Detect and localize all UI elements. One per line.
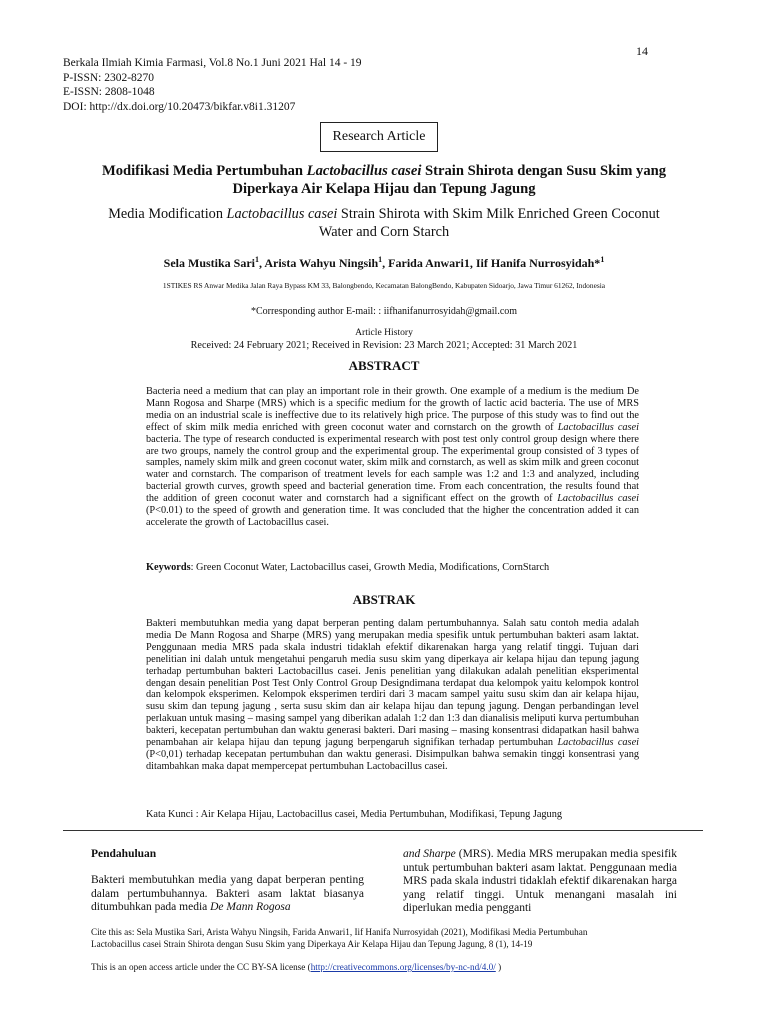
author-1: Sela Mustika Sari — [163, 256, 256, 270]
title-en-part2: Strain Shirota with Skim Milk Enriched Green Coconut Water and Corn Starch — [318, 206, 660, 240]
intro-left-text — [91, 874, 364, 915]
abstract-p1: Bacteria need a medium that can play an important role in their growth. One example of a medium is the medium De Mann Rogosa and Sharpe (MRS) which is a specific medium for the growth of lactic acid bacteria. The use of MRS media on an industrial scale is ineffective due to its relatively high price. The purpose of this study was to find out the effect of skim milk media enriched with green coconut water and cornstarch on the growth of — [146, 386, 639, 433]
intro-right-italic: and Sharpe — [403, 848, 456, 860]
intro-left-body: Bakteri membutuhkan media yang dapat berperan penting dalam pertumbuhannya. Bakteri asam laktat biasanya ditumbuhkan pada media — [91, 874, 364, 913]
license-suffix: ) — [495, 962, 502, 972]
right-column — [403, 848, 677, 916]
title-id-part1: Modifikasi Media Pertumbuhan — [101, 163, 307, 179]
e-issn: E-ISSN: 2808-1048 — [63, 86, 155, 99]
author-list — [80, 255, 688, 271]
doi: DOI: http://dx.doi.org/10.20473/bikfar.v8i1.31207 — [63, 100, 296, 113]
abstrak-heading: ABSTRAK — [352, 592, 416, 607]
citation-line-2: Lactobacillus casei Strain Shirota dengan Susu Skim yang Diperkaya Air Kelapa Hijau dan Tepung Jagung, 8 (1), 14-19 — [91, 938, 533, 949]
abstrak-p2: (P<0,01) terhadap kecepatan pertumbuhan dan waktu generasi. Disimpulkan bahwa semakin tinggi konsentrasi yang ditambahkan maka dapat mempercepat pertumbuhan Lactobacillus casei. — [146, 748, 639, 772]
section-divider — [63, 830, 703, 831]
title-id-species: Lactobacillus casei — [306, 163, 422, 179]
article-history-label: Article History — [355, 327, 413, 338]
corresponding-author: *Corresponding author E-mail: : iifhanifanurrosyidah@gmail.com — [250, 306, 518, 317]
license-prefix: This is an open access article under the CC BY-SA license ( — [91, 962, 311, 972]
intro-left-italic: De Mann Rogosa — [210, 901, 291, 913]
abstrak-text — [146, 618, 639, 773]
left-column — [91, 848, 364, 915]
license-notice — [91, 962, 501, 972]
page-number: 14 — [636, 44, 648, 58]
title-indonesian — [100, 162, 668, 198]
abstrak-species: Lactobacillus casei — [557, 737, 639, 749]
abstract-heading: ABSTRACT — [348, 358, 420, 373]
title-en-part1: Media Modification — [108, 206, 227, 222]
affiliation: 1STIKES RS Anwar Medika Jalan Raya Bypass KM 33, Balongbendo, Kecamatan BalongBendo, Kabupaten Sidoarjo, Jawa Timur 61262, Indonesia — [162, 281, 606, 290]
keywords-label: Keywords — [146, 562, 191, 573]
journal-info — [63, 56, 362, 114]
p-issn: P-ISSN: 2302-8270 — [63, 71, 155, 84]
intro-heading: Pendahuluan — [91, 848, 157, 860]
keywords — [146, 562, 639, 573]
intro-right-body: (MRS). Media MRS merupakan media spesifik untuk pertumbuhan bakteri asam laktat. Penggunaan media MRS pada skala industri tidaklah efektif dikarenakan harga yang relatif tinggi. Untuk menangani masalah ini diperlukan media pengganti — [403, 848, 677, 914]
title-id-part2: Strain Shirota dengan Susu Skim yang Diperkaya Air Kelapa Hijau dan Tepung Jagung — [232, 163, 667, 197]
author-3-4: , Farida Anwari1, Iif Hanifa Nurrosyidah* — [382, 256, 601, 270]
journal-citation-line: Berkala Ilmiah Kimia Farmasi, Vol.8 No.1 Juni 2021 Hal 14 - 19 — [63, 57, 362, 69]
citation-line-1: Cite this as: Sela Mustika Sari, Arista Wahyu Ningsih, Farida Anwari1, Iif Hanifa Nurrosyidah (2021), Modifikasi Media Pertumbuhan — [91, 927, 588, 937]
author-2: , Arista Wahyu Ningsih — [259, 256, 379, 270]
title-en-species: Lactobacillus casei — [226, 206, 338, 222]
article-history-dates: Received: 24 February 2021; Received in Revision: 23 March 2021; Accepted: 31 March 2021 — [190, 340, 578, 351]
abstract-p2: bacteria. The type of research conducted is experimental research with post test only control group design where there are two groups, namely the control group and the experimental group. The experimental group consisted of 3 types of samples, namely skim milk and green coconut water, skim milk and cornstarch, as well as skim milk and green coconut water and cornstarch. The comparison of treatment levels for each sample was 1:2 and 1:3 and analyzed, including bacterial growth curves, growth speed and bacterial generation time. From each concentration, the results found that the addition of green coconut water and cornstarch had a significant effect on the growth of — [146, 433, 639, 505]
abstract-species-2: Lactobacillus casei — [557, 493, 639, 505]
abstrak-p1: Bakteri membutuhkan media yang dapat berperan penting dalam pertumbuhannya. Salah satu contoh media adalah media De Mann Rogosa and Sharpe (MRS) yang merupakan media spesifik untuk pertumbuhan bakteri asam laktat. Penggunaan media MRS pada skala industri tidaklah efektif dikarenakan harga yang relatif tinggi. Tujuan dari penelitian ini dalah untuk mengetahui pengaruh media susu skim yang diperkaya air kelapa hijau dan tepung jagung terhadap pertumbuhan bakteri Lactobacillus casei. Jenis penelitian yang dilakukan adalah penelitian eksperimental dengan desain penelitian Post Test Only Control Group Designdimana terdapat dua kelompok yaitu kelompok kontrol dan kelompok eksperimen. Kelompok eksperimen terdiri dari 3 macam sampel yaitu susu skim dan air kelapa hijau, susu skim dan tepung jagung , serta susu skim dan air kelapa hijau dan tepung jagung. Dengan perbandingan level perlakuan untuk masing – masing sampel yang diberikan adalah 1:2 dan 1:3 dan dianalisis meliputi kurva pertumbuhan bakteri, kecepatan pertumbuhan dan waktu generasi bakteri. Dari masing – masing konsentrasi didapatkan hasil bahwa penambahan air kelapa hijau dan tepung jagung berpengaruh signifikan terhadap pertumbuhan — [146, 618, 639, 749]
intro-right-text — [403, 848, 677, 916]
abstract-species-1: Lactobacillus casei — [557, 421, 639, 433]
keywords-list: : Green Coconut Water, Lactobacillus casei, Growth Media, Modifications, CornStarch — [190, 562, 550, 573]
author-2-affil: 1 — [378, 255, 383, 264]
license-link[interactable]: http://creativecommons.org/licenses/by-nc-nd/4.0/ — [310, 962, 496, 972]
title-english — [100, 205, 668, 241]
author-1-affil: 1 — [255, 255, 260, 264]
kata-kunci: Kata Kunci : Air Kelapa Hijau, Lactobacillus casei, Media Pertumbuhan, Modifikasi, Tepung Jagung — [146, 809, 563, 820]
abstract-text — [146, 386, 639, 529]
author-4-affil: 1 — [600, 255, 605, 264]
cite-this-as — [91, 927, 691, 950]
abstract-p3: (P<0.01) to the speed of growth and generation time. It was concluded that the higher the concentration added it can accelerate the growth of Lactobacillus casei. — [146, 505, 639, 528]
article-type-box: Research Article — [320, 122, 438, 152]
